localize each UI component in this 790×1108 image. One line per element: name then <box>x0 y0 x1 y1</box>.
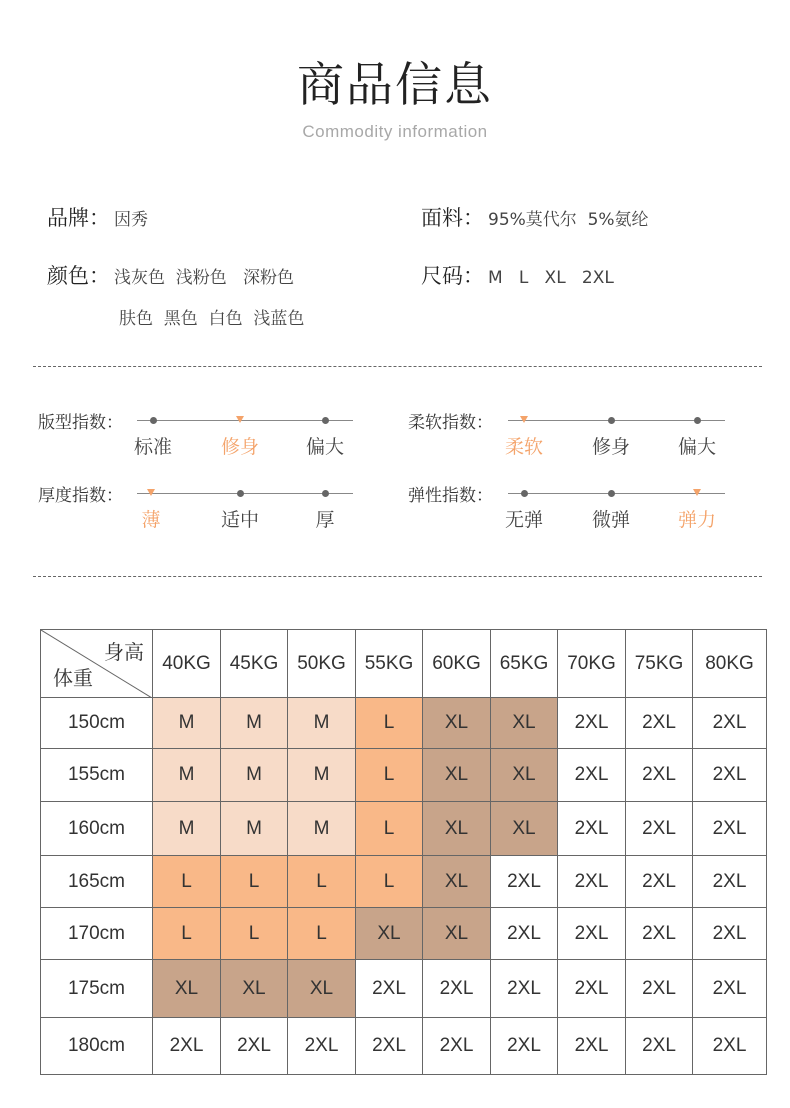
index-option: 弹力 <box>677 509 716 531</box>
size-cell: XL <box>356 908 423 960</box>
size-cell: 2XL <box>356 1018 423 1075</box>
size-cell: 2XL <box>423 1018 491 1075</box>
index-option: 修身 <box>220 436 259 458</box>
size-cell: XL <box>491 802 558 856</box>
size-cell: L <box>153 856 221 908</box>
index-option: 厚 <box>315 509 335 531</box>
index-dot <box>608 490 615 497</box>
size-cell: 2XL <box>626 856 693 908</box>
weight-column-header: 55KG <box>356 630 423 698</box>
size-cell: M <box>221 698 288 749</box>
height-row-header: 165cm <box>41 856 153 908</box>
index-dot <box>322 490 329 497</box>
size-cell: XL <box>423 908 491 960</box>
size-cell: L <box>356 802 423 856</box>
index-dot <box>322 417 329 424</box>
index-marker-selected <box>520 416 528 423</box>
page-title: 商品信息 <box>297 58 493 113</box>
index-marker-selected <box>147 489 155 496</box>
weight-column-header: 60KG <box>423 630 491 698</box>
index-option: 无弹 <box>504 509 543 531</box>
size-cell: M <box>288 802 356 856</box>
size-cell: 2XL <box>558 960 626 1018</box>
size-cell: L <box>221 856 288 908</box>
table-row <box>41 960 767 1018</box>
size-cell: 2XL <box>693 908 767 960</box>
weight-column-header: 50KG <box>288 630 356 698</box>
height-row-header: 150cm <box>41 698 153 749</box>
index-track <box>137 420 353 421</box>
size-cell: XL <box>423 802 491 856</box>
weight-column-header: 75KG <box>626 630 693 698</box>
index-option: 薄 <box>141 509 161 531</box>
index-option: 柔软 <box>504 436 543 458</box>
size-cell: XL <box>491 698 558 749</box>
size-cell: XL <box>423 749 491 802</box>
index-option: 适中 <box>220 509 259 531</box>
weight-column-header: 70KG <box>558 630 626 698</box>
fabric-value: 95%莫代尔 5%氨纶 <box>488 210 649 230</box>
size-cell: 2XL <box>558 1018 626 1075</box>
height-row-header: 160cm <box>41 802 153 856</box>
size-cell: 2XL <box>558 856 626 908</box>
table-row <box>41 802 767 856</box>
index-marker-selected <box>236 416 244 423</box>
size-cell: 2XL <box>558 802 626 856</box>
size-label: 尺码： <box>421 264 484 288</box>
table-row <box>41 1018 767 1075</box>
index-track <box>508 420 725 421</box>
size-cell: M <box>221 802 288 856</box>
corner-weight-label: 体重 <box>53 666 93 690</box>
color-label: 颜色： <box>47 264 110 288</box>
size-cell: L <box>356 856 423 908</box>
size-cell: XL <box>423 698 491 749</box>
height-row-header: 180cm <box>41 1018 153 1075</box>
size-cell: 2XL <box>693 749 767 802</box>
size-value: M L XL 2XL <box>488 268 614 288</box>
fabric-row <box>421 202 649 232</box>
size-cell: L <box>288 908 356 960</box>
size-cell: 2XL <box>153 1018 221 1075</box>
index-dot <box>694 417 701 424</box>
size-row <box>421 260 614 290</box>
index-dot <box>521 490 528 497</box>
size-cell: 2XL <box>693 1018 767 1075</box>
weight-column-header: 65KG <box>491 630 558 698</box>
size-cell: 2XL <box>626 802 693 856</box>
fabric-label: 面料： <box>421 206 484 230</box>
weight-column-header: 40KG <box>153 630 221 698</box>
size-cell: 2XL <box>491 908 558 960</box>
size-cell: M <box>153 802 221 856</box>
index-option: 偏大 <box>305 436 344 458</box>
index-label: 弹性指数： <box>408 486 493 506</box>
size-cell: L <box>153 908 221 960</box>
weight-column-header: 45KG <box>221 630 288 698</box>
size-cell: 2XL <box>356 960 423 1018</box>
index-dot <box>150 417 157 424</box>
table-header-row <box>41 630 767 698</box>
table-row <box>41 698 767 749</box>
size-cell: 2XL <box>558 749 626 802</box>
height-row-header: 175cm <box>41 960 153 1018</box>
color-value-line2: 肤色 黑色 白色 浅蓝色 <box>119 309 305 329</box>
size-cell: 2XL <box>558 698 626 749</box>
size-cell: XL <box>288 960 356 1018</box>
index-option: 标准 <box>133 436 172 458</box>
size-cell: 2XL <box>491 960 558 1018</box>
height-row-header: 170cm <box>41 908 153 960</box>
size-cell: L <box>356 749 423 802</box>
size-chart-table <box>40 629 767 1075</box>
size-cell: 2XL <box>626 1018 693 1075</box>
brand-label: 品牌： <box>47 206 110 230</box>
index-option: 修身 <box>591 436 630 458</box>
size-cell: XL <box>221 960 288 1018</box>
size-cell: 2XL <box>491 856 558 908</box>
size-cell: 2XL <box>491 1018 558 1075</box>
index-option: 微弹 <box>591 509 630 531</box>
size-cell: 2XL <box>693 960 767 1018</box>
index-dot <box>608 417 615 424</box>
size-cell: 2XL <box>288 1018 356 1075</box>
size-cell: 2XL <box>626 698 693 749</box>
size-cell: M <box>153 749 221 802</box>
size-cell: M <box>288 698 356 749</box>
size-cell: XL <box>491 749 558 802</box>
size-cell: L <box>356 698 423 749</box>
size-cell: M <box>288 749 356 802</box>
height-row-header: 155cm <box>41 749 153 802</box>
size-cell: M <box>153 698 221 749</box>
table-row <box>41 749 767 802</box>
divider-top <box>33 366 762 367</box>
index-track <box>137 493 353 494</box>
size-cell: L <box>288 856 356 908</box>
index-label: 版型指数： <box>38 413 123 433</box>
index-option: 偏大 <box>677 436 716 458</box>
brand-row <box>47 202 148 232</box>
index-dot <box>237 490 244 497</box>
size-cell: 2XL <box>221 1018 288 1075</box>
index-label: 柔软指数： <box>408 413 493 433</box>
size-cell: 2XL <box>693 698 767 749</box>
corner-height-label: 身高 <box>104 640 144 664</box>
size-cell: 2XL <box>693 856 767 908</box>
size-cell: 2XL <box>558 908 626 960</box>
size-cell: 2XL <box>626 908 693 960</box>
size-cell: 2XL <box>626 960 693 1018</box>
size-cell: 2XL <box>423 960 491 1018</box>
color-row <box>47 260 294 290</box>
brand-value: 因秀 <box>114 210 148 230</box>
size-cell: XL <box>153 960 221 1018</box>
weight-column-header: 80KG <box>693 630 767 698</box>
size-cell: L <box>221 908 288 960</box>
table-row <box>41 908 767 960</box>
page-subtitle: Commodity information <box>302 122 488 141</box>
index-label: 厚度指数： <box>38 486 123 506</box>
size-cell: 2XL <box>626 749 693 802</box>
size-cell: 2XL <box>693 802 767 856</box>
divider-bottom <box>33 576 762 577</box>
table-row <box>41 856 767 908</box>
color-value-line1: 浅灰色 浅粉色 深粉色 <box>114 268 295 288</box>
table-corner-cell <box>41 630 153 698</box>
index-marker-selected <box>693 489 701 496</box>
size-cell: XL <box>423 856 491 908</box>
size-cell: M <box>221 749 288 802</box>
